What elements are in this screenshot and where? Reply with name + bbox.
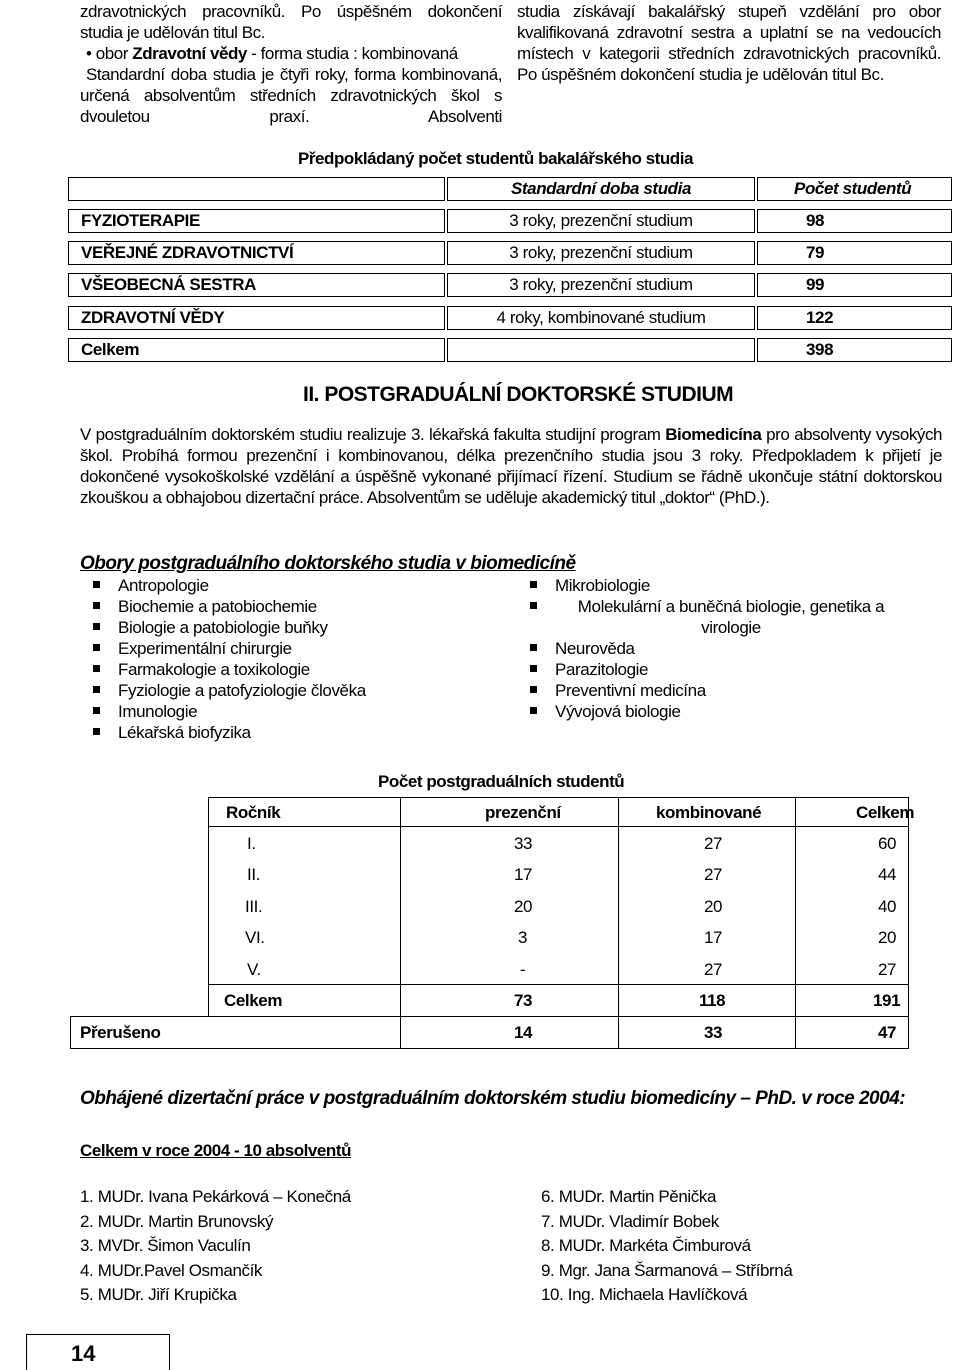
pg-line-top [208,797,909,798]
list-item: 4. MUDr.Pavel Osmančík [80,1260,263,1280]
top-left-line-1: zdravotnických pracovníků. Po úspěšném dokončení [80,2,502,21]
pg-total-total: 191 [873,991,901,1010]
list-item: 3. MVDr. Šimon Vaculín [80,1236,251,1255]
top-right-column [517,1,941,85]
pg-total: 20 [878,928,897,947]
program-count: 98 [757,209,952,233]
list-item: 10. Ing. Michaela Havlíčková [541,1285,748,1304]
list-item: 2. MUDr. Martin Brunovský [80,1211,274,1231]
header-blank-cell [68,177,445,201]
section-paragraph [80,424,942,508]
field-name: Fyziologie a patofyziologie člověka [118,681,366,700]
bachelor-header-row [0,177,960,201]
pg-interrupted-fulltime: 14 [514,1023,533,1042]
pg-total: 27 [878,960,897,979]
square-bullet-icon [93,602,100,609]
table-row [0,273,960,297]
list-item [80,722,500,743]
top-left-column [80,1,502,127]
pg-line-interrupted [70,1016,909,1017]
program-mode: 4 roky, kombinované studium [447,306,755,330]
square-bullet-icon [93,707,100,714]
pg-combined: 17 [704,928,723,947]
bullet-bold: Zdravotní vědy [132,44,247,63]
defended-right-list [541,1185,941,1308]
pg-fulltime: 20 [514,897,533,916]
page-number-box [26,1334,170,1370]
top-left-paragraph: Standardní doba studia je čtyři roky, forma kombinovaná, určená absolventům středních zdravotnických škol s dvouletou praxí. Absolventi [80,65,502,126]
pg-combined: 27 [704,960,723,979]
defended-subheading: Celkem v roce 2004 - 10 absolventů [80,1141,352,1160]
fields-heading: Obory postgraduálního doktorského studia v biomedicíně [80,553,576,574]
pg-year: II. [247,865,260,884]
paragraph-text-1: V postgraduálním doktorském studiu realizuje 3. lékařská fakulta studijní program [80,425,666,444]
list-item: 1. MUDr. Ivana Pekárková – Konečná [80,1187,351,1206]
field-name: Biochemie a patobiochemie [118,597,317,616]
bullet-rest: - forma studia : kombinovaná [246,44,458,63]
program-name: ZDRAVOTNÍ VĚDY [68,306,445,330]
program-count: 99 [757,273,952,297]
top-right-paragraph: studia získávají bakalářský stupeň vzdělání pro obor kvalifikovaná zdravotní sestra a uplatní se na vedoucích místech v kategorii středních zdravotnických pracovníků. Po úspěšném dokončení studia je udělován titul Bc. [517,2,941,84]
total-count: 398 [757,338,952,362]
section-heading: II. POSTGRADUÁLNÍ DOKTORSKÉ STUDIUM [303,383,734,406]
square-bullet-icon [93,686,100,693]
list-item: 8. MUDr. Markéta Čimburová [541,1236,751,1255]
list-item [517,596,885,638]
square-bullet-icon [530,686,537,693]
square-bullet-icon [93,665,100,672]
defended-left-list [80,1185,500,1308]
list-item [517,575,817,596]
field-name: Experimentální chirurgie [118,639,292,658]
pg-header-combined: kombinované [656,803,762,822]
top-left-bullet [80,43,502,64]
pg-line-c1 [400,797,401,1049]
list-item [517,638,817,659]
pg-fulltime: - [520,960,526,979]
pg-fulltime: 33 [514,834,533,853]
paragraph-text-2: pro absolventy vysokých škol. Probíhá formou prezenční i kombinovanou, délka prezenčního studia jsou 3 roky. Předpokladem k přijetí je dokončené vysokoškolské vzdělání a úspěšně vykonané přijímací řízení. Studium se řádně ukončuje státní doktorskou zkouškou a obhajobou dizertační práce. Absolventům se uděluje akademický titul „doktor“ (PhD.). [80,425,943,507]
field-name: Antropologie [118,576,209,595]
fields-right-list [517,575,885,722]
square-bullet-icon [93,644,100,651]
field-name: Preventivní medicína [555,681,706,700]
program-count: 122 [757,306,952,330]
field-name: Neurověda [555,639,635,658]
pg-total: 40 [878,897,897,916]
square-bullet-icon [93,728,100,735]
pg-header-total: Celkem [856,803,915,822]
pg-line-header [208,826,909,827]
pg-fulltime: 17 [514,865,533,884]
pg-total: 60 [878,834,897,853]
pg-line-c3 [795,797,796,1049]
program-name: VEŘEJNÉ ZDRAVOTNICTVÍ [68,241,445,265]
fields-left-list [80,575,500,743]
pg-combined: 27 [704,865,723,884]
list-item [80,659,500,680]
list-item [80,701,500,722]
table-row [0,306,960,330]
program-count: 79 [757,241,952,265]
list-item [80,596,500,617]
pg-year: I. [247,834,256,853]
pg-interrupted-total: 47 [878,1023,897,1042]
pg-total: 44 [878,865,897,884]
bullet-prefix: • obor [86,44,133,63]
pg-interrupted-combined: 33 [704,1023,723,1042]
total-label: Celkem [68,338,445,362]
pg-fulltime: 3 [518,928,528,947]
bachelor-table-title: Předpokládaný počet studentů bakalářského studia [298,149,694,168]
pg-year: V. [247,960,261,979]
pg-combined: 20 [704,897,723,916]
field-name: Imunologie [118,702,198,721]
pg-line-right [908,797,909,1049]
field-name: Vývojová biologie [555,702,681,721]
pg-line-total [208,984,909,985]
pg-total-fulltime: 73 [514,991,533,1010]
list-item: 7. MUDr. Vladimír Bobek [541,1211,719,1231]
total-mode [447,338,755,362]
table-row [0,241,960,265]
pg-line-bottom [70,1048,909,1049]
header-mode: Standardní doba studia [447,177,755,201]
square-bullet-icon [530,707,537,714]
page-number: 14 [71,1341,96,1366]
paragraph-bold: Biomedicína [665,425,762,444]
pg-interrupted-label: Přerušeno [80,1023,161,1042]
defended-heading: Obhájené dizertační práce v postgraduálním doktorském studiu biomedicíny – PhD. v roce 2004: [80,1088,906,1109]
square-bullet-icon [530,665,537,672]
square-bullet-icon [530,644,537,651]
list-item [80,617,500,638]
pg-total-combined: 118 [699,991,726,1010]
pg-header-fulltime: prezenční [485,803,561,822]
table-total-row [0,338,960,362]
list-item [517,659,817,680]
field-name: Parazitologie [555,660,649,679]
square-bullet-icon [530,602,537,609]
pg-year: III. [245,897,263,916]
top-left-line-2: studia je udělován titul Bc. [80,23,265,42]
field-name: Mikrobiologie [555,576,650,595]
list-item: 5. MUDr. Jiří Krupička [80,1285,237,1304]
program-name: VŠEOBECNÁ SESTRA [68,273,445,297]
pg-table-title: Počet postgraduálních studentů [378,772,625,791]
program-mode: 3 roky, prezenční studium [447,241,755,265]
list-item [80,638,500,659]
pg-combined: 27 [704,834,723,853]
pg-header-year: Ročník [226,803,281,822]
program-mode: 3 roky, prezenční studium [447,273,755,297]
pg-line-c2 [618,797,619,1049]
program-mode: 3 roky, prezenční studium [447,209,755,233]
field-name: Farmakologie a toxikologie [118,660,310,679]
square-bullet-icon [530,581,537,588]
list-item: 6. MUDr. Martin Pěnička [541,1187,717,1206]
pg-line-far-left [70,1016,71,1049]
square-bullet-icon [93,623,100,630]
pg-line-left [208,797,209,1016]
pg-year: VI. [245,928,265,947]
square-bullet-icon [93,581,100,588]
list-item [517,701,817,722]
field-name: Lékařská biofyzika [118,723,251,742]
field-name: Molekulární a buněčná biologie, genetika a virologie [577,597,885,637]
pg-total-label: Celkem [224,991,283,1010]
program-name: FYZIOTERAPIE [68,209,445,233]
table-row [0,209,960,233]
list-item [80,680,500,701]
header-count: Počet studentů [757,177,952,201]
list-item [80,575,500,596]
field-name: Biologie a patobiologie buňky [118,618,328,637]
list-item [517,680,817,701]
list-item: 9. Mgr. Jana Šarmanová – Stříbrná [541,1260,793,1280]
